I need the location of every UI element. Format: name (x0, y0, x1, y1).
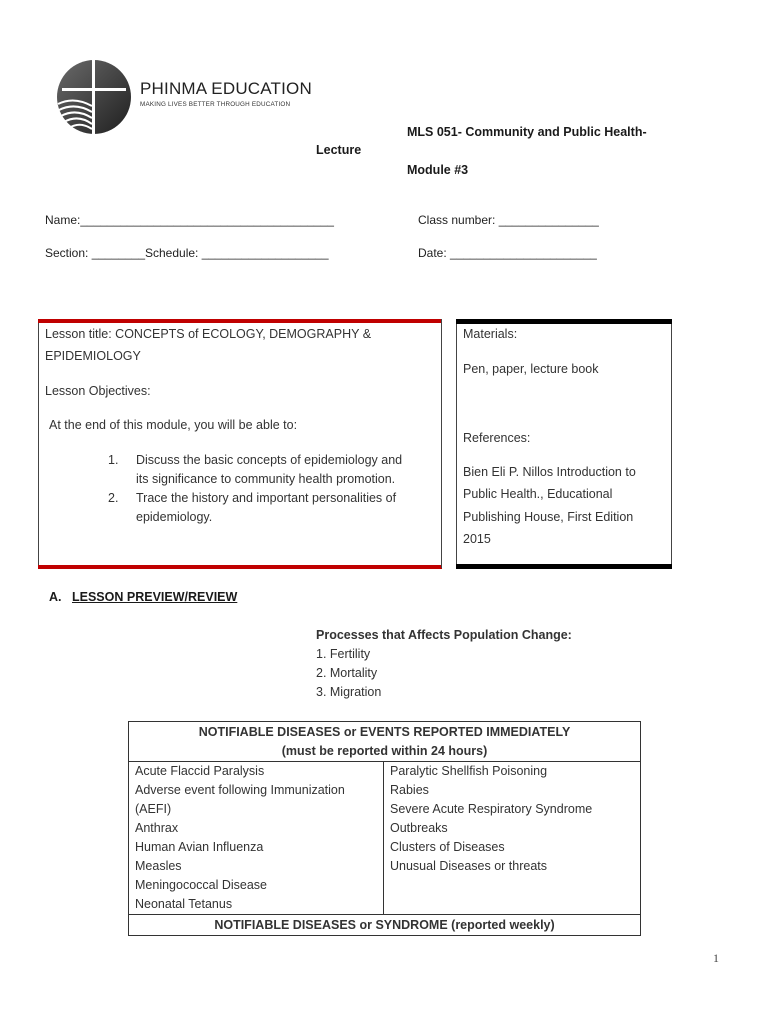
disease-item: Outbreaks (390, 821, 448, 835)
section-letter: A. (49, 590, 62, 604)
disease-item: Clusters of Diseases (390, 840, 505, 854)
lesson-box-top-border (38, 319, 442, 323)
disease-item: Acute Flaccid Paralysis (135, 764, 265, 778)
reference-line: Publishing House, First Edition (463, 510, 634, 524)
disease-item: Rabies (390, 783, 429, 797)
reference-line: 2015 (463, 532, 491, 546)
page-number: 1 (713, 951, 719, 965)
objective-text: Discuss the basic concepts of epidemiology and (136, 453, 403, 467)
process-item: 1. Fertility (316, 647, 371, 661)
table-header-row (129, 722, 641, 762)
processes-title: Processes that Affects Population Change: (316, 628, 572, 642)
disease-item: Measles (135, 859, 182, 873)
disease-item: Human Avian Influenza (135, 840, 264, 854)
table-header-line: (must be reported within 24 hours) (281, 744, 488, 758)
table-header-line: NOTIFIABLE DISEASES or EVENTS REPORTED IMMEDIATELY (198, 725, 571, 739)
disease-item: Paralytic Shellfish Poisoning (390, 764, 548, 778)
section-heading: LESSON PREVIEW/REVIEW (72, 590, 238, 604)
disease-item: Meningococcal Disease (135, 878, 268, 892)
table-row (129, 762, 641, 915)
process-item: 2. Mortality (316, 666, 378, 680)
section-field[interactable]: Section: ________ (45, 246, 146, 260)
reference-line: Public Health., Educational (463, 487, 613, 501)
references-label: References: (463, 431, 531, 445)
disease-item: Unusual Diseases or threats (390, 859, 548, 873)
date-field[interactable]: Date: ______________________ (418, 246, 597, 260)
objective-number: 2. (108, 491, 119, 505)
disease-item: Anthrax (135, 821, 179, 835)
module-number: Module #3 (407, 163, 469, 177)
lesson-box-bottom-border (38, 565, 442, 569)
divider (441, 319, 442, 568)
materials-box-bottom-border (456, 564, 672, 569)
materials-label: Materials: (463, 327, 518, 341)
disease-item: (AEFI) (135, 802, 172, 816)
reference-line: Bien Eli P. Nillos Introduction to (463, 465, 636, 479)
process-item: 3. Migration (316, 685, 382, 699)
materials-items: Pen, paper, lecture book (463, 362, 599, 376)
table-footer-row (129, 915, 641, 936)
objective-number: 1. (108, 453, 119, 467)
lesson-objectives-label: Lesson Objectives: (45, 384, 151, 398)
lesson-intro: At the end of this module, you will be able to: (49, 418, 298, 432)
lesson-title-line2: EPIDEMIOLOGY (45, 349, 141, 363)
logo-name: PHINMA EDUCATION (140, 79, 312, 98)
phinma-logo-icon (54, 56, 132, 138)
table-cell-right (384, 762, 641, 915)
schedule-field[interactable]: Schedule: ___________________ (145, 246, 329, 260)
table-footer: NOTIFIABLE DISEASES or SYNDROME (reported weekly) (129, 915, 641, 936)
course-title-continued: Lecture (316, 143, 362, 157)
name-field[interactable]: Name:______________________________________ (45, 213, 334, 227)
table-header (129, 722, 641, 762)
disease-item: Neonatal Tetanus (135, 897, 233, 911)
objective-text: its significance to community health promotion. (136, 472, 396, 486)
disease-item: Severe Acute Respiratory Syndrome (390, 802, 593, 816)
notifiable-diseases-table (128, 721, 641, 936)
objective-text: epidemiology. (136, 510, 213, 524)
class-number-field[interactable]: Class number: _______________ (418, 213, 599, 227)
disease-item: Adverse event following Immunization (135, 783, 345, 797)
objective-text: Trace the history and important personalities of (136, 491, 397, 505)
table-cell-left (129, 762, 384, 915)
logo-tagline: MAKING LIVES BETTER THROUGH EDUCATION (140, 101, 291, 108)
lesson-title-line1: Lesson title: CONCEPTS of ECOLOGY, DEMOGRAPHY & (45, 327, 372, 341)
course-title: MLS 051- Community and Public Health- (407, 125, 647, 139)
